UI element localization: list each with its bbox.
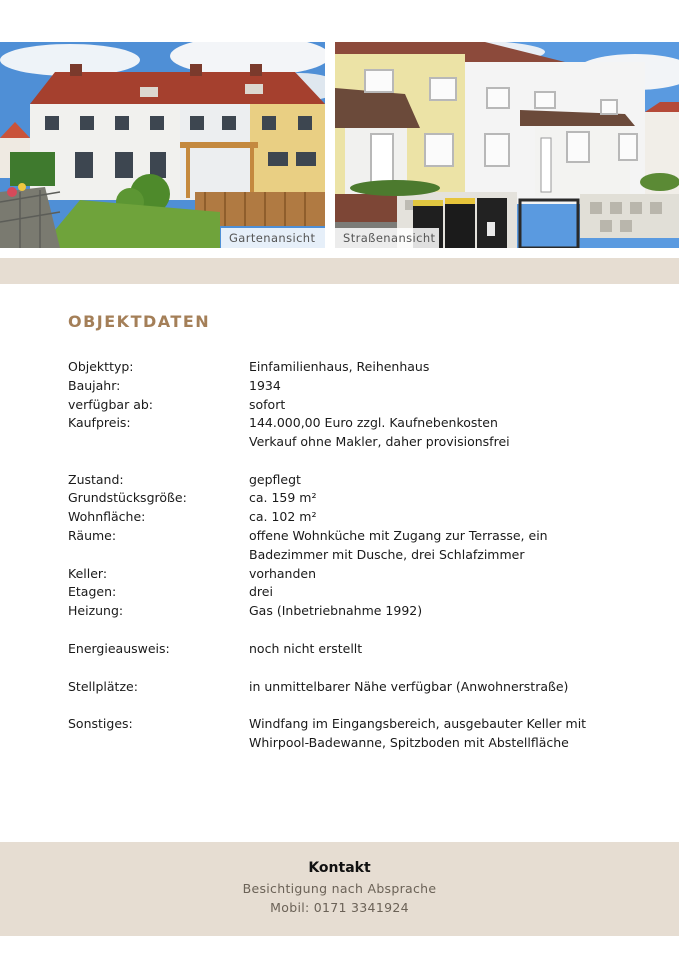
- contact-title: Kontakt: [308, 860, 371, 876]
- row-label: Objekttyp:: [68, 359, 134, 374]
- row-value: drei: [249, 584, 273, 599]
- row-label: Heizung:: [68, 603, 124, 618]
- row-value: 144.000,00 Euro zzgl. Kaufnebenkosten: [249, 415, 498, 430]
- row-label: Grundstücksgröße:: [68, 490, 187, 505]
- row-label: Räume:: [68, 528, 117, 543]
- row-label: Energieausweis:: [68, 641, 170, 656]
- row-value: noch nicht erstellt: [249, 641, 363, 656]
- garden-view-photo: [0, 42, 325, 248]
- row-value: 1934: [249, 378, 281, 393]
- section-heading: OBJEKTDATEN: [68, 312, 211, 331]
- contact-viewing-note: Besichtigung nach Absprache: [242, 881, 437, 896]
- row-value: gepflegt: [249, 472, 301, 487]
- row-label: Kaufpreis:: [68, 415, 131, 430]
- row-label: Keller:: [68, 566, 108, 581]
- row-value-continued: Verkauf ohne Makler, daher provisionsfrei: [249, 434, 510, 449]
- photo-caption-street: Straßenansicht: [335, 228, 439, 248]
- row-label: Sonstiges:: [68, 716, 133, 731]
- row-value: ca. 102 m²: [249, 509, 317, 524]
- photo-caption-garden: Gartenansicht: [221, 228, 325, 248]
- street-view-photo: [335, 42, 679, 248]
- row-value: in unmittelbarer Nähe verfügbar (Anwohnerstraße): [249, 679, 569, 694]
- contact-phone: Mobil: 0171 3341924: [270, 900, 409, 915]
- row-label: Etagen:: [68, 584, 117, 599]
- row-value: vorhanden: [249, 566, 317, 581]
- row-label: Wohnfläche:: [68, 509, 146, 524]
- row-value: ca. 159 m²: [249, 490, 317, 505]
- row-value: Gas (Inbetriebnahme 1992): [249, 603, 423, 618]
- row-label: Zustand:: [68, 472, 124, 487]
- contact-footer: [0, 842, 679, 936]
- row-value: Einfamilienhaus, Reihenhaus: [249, 359, 430, 374]
- row-label: verfügbar ab:: [68, 397, 153, 412]
- row-value: sofort: [249, 397, 286, 412]
- top-divider-band: [0, 258, 679, 284]
- row-value: Windfang im Eingangsbereich, ausgebauter Keller mit: [249, 716, 587, 731]
- row-value-continued: Whirpool-Badewanne, Spitzboden mit Abstellfläche: [249, 735, 569, 750]
- row-value: offene Wohnküche mit Zugang zur Terrasse, ein: [249, 528, 548, 543]
- row-label: Baujahr:: [68, 378, 121, 393]
- row-label: Stellplätze:: [68, 679, 138, 694]
- row-value-continued: Badezimmer mit Dusche, drei Schlafzimmer: [249, 547, 525, 562]
